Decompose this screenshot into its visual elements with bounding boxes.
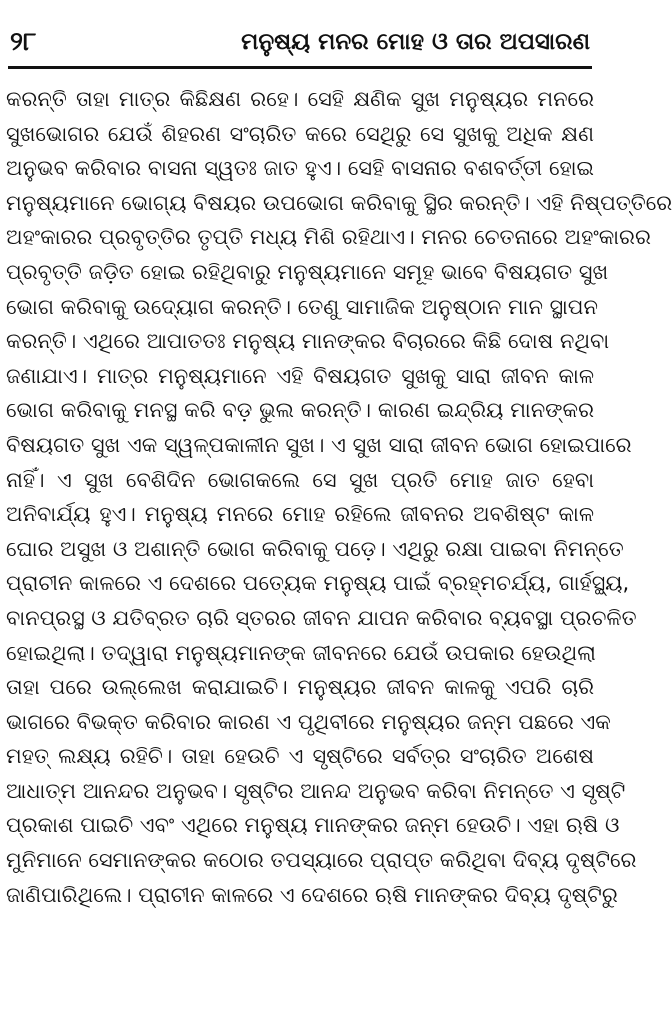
text-line: ପ୍ରାଚୀନ କାଳରେ ଏ ଦେଶରେ ପତ୍ୟେକ ମନୁଷ୍ୟ ପାଇଁ ବ୍ରହ୍ମଚର୍ଯ୍ୟ, ଗାର୍ହସ୍ଥ୍ୟ, [6,571,630,596]
body-text [6,82,672,912]
text-line: ମନୁଷ୍ୟମାନେ ଭୋଗ୍ୟ ବିଷୟର ଉପଭୋଗ କରିବାକୁ ସ୍ଥିର କରନ୍ତି। ଏହି ନିଷ୍ପତ୍ତିରେ [6,190,672,215]
text-line: ଅହଂକାରର ପ୍ରବୃତ୍ତିର ତୃପ୍ତି ମଧ୍ୟ ମିଶି ରହିଥାଏ। ମନର ଚେତନାରେ ଅହଂକାରର [6,225,651,250]
text-line: ତାହା ପରେ ଉଲ୍ଲେଖ କରାଯାଇଚି। ମନୁଷ୍ୟର ଜୀବନ କାଳକୁ ଏପରି ଚାରି [6,675,594,700]
text-line: ବାନପ୍ରସ୍ଥ ଓ ଯତିବ୍ରତ ଚାରି ସ୍ତରର ଜୀବନ ଯାପନ କରିବାର ବ୍ୟବସ୍ଥା ପ୍ରଚଳିତ [6,605,637,630]
text-line: ହୋଇଥିଲା। ତଦ୍ୱାରା ମନୁଷ୍ୟମାନଙ୍କ ଜୀବନରେ ଯେଉଁ ଉପକାର ହେଉଥିଲା [6,640,596,665]
text-line: ଜାଣିପାରିଥିଲେ। ପ୍ରାଚୀନ କାଳରେ ଏ ଦେଶରେ ଋଷି ମାନଙ୍କର ଦିବ୍ୟ ଦୃଷ୍ଟିରୁ [6,882,618,907]
text-line: ମୁନିମାନେ ସେମାନଙ୍କର କଠୋର ତପସ୍ୟାରେ ପ୍ରାପ୍ତ କରିଥିବା ଦିବ୍ୟ ଦୃଷ୍ଟିରେ [6,848,637,873]
page-header [10,18,590,62]
text-line: ପ୍ରକାଶ ପାଇଚି ଏବଂ ଏଥିରେ ମନୁଷ୍ୟ ମାନଙ୍କର ଜନ୍ମ ହେଉଚି। ଏହା ଋଷି ଓ [6,813,620,838]
text-line: ମହତ୍ ଲକ୍ଷ୍ୟ ରହିଚି। ତାହା ହେଉଚି ଏ ସୃଷ୍ଟିରେ ସର୍ବତ୍ର ସଂଚାରିତ ଅଶେଷ [6,744,594,769]
page-number: ୨୮ [10,27,37,57]
text-line: ବିଷୟଗତ ସୁଖ ଏକ ସ୍ୱଳ୍ପକାଳୀନ ସୁଖ। ଏ ସୁଖ ସାରା ଜୀବନ ଭୋଗ ହୋଇପାରେ [6,432,632,457]
text-line: ଅନିବାର୍ଯ୍ୟ ହୁଏ। ମନୁଷ୍ୟ ମନରେ ମୋହ ରହିଲେ ଜୀବନର ଅବଶିଷ୍ଟ କାଳ [6,502,594,527]
text-line: ଭୋଗ କରିବାକୁ ଉଦ୍ୟୋଗ କରନ୍ତି। ତେଣୁ ସାମାଜିକ ଅନୁଷ୍ଠାନ ମାନ ସ୍ଥାପନ [6,294,598,319]
text-line: ଭୋଗ କରିବାକୁ ମନସ୍ଥ କରି ବଡ଼ ଭୁଲ କରନ୍ତି। କାରଣ ଇନ୍ଦ୍ରିୟ ମାନଙ୍କର [6,398,594,423]
text-line: ଜଣାଯାଏ। ମାତ୍ର ମନୁଷ୍ୟମାନେ ଏହି ବିଷୟଗତ ସୁଖକୁ ସାରା ଜୀବନ କାଳ [6,363,594,388]
text-line: କରନ୍ତି। ଏଥିରେ ଆପାତତଃ ମନୁଷ୍ୟ ମାନଙ୍କର ବିଚାରରେ କିଛି ଦୋଷ ନଥିବା [6,329,610,354]
text-line: ଅନୁଭବ କରିବାର ବାସନା ସ୍ୱତଃ ଜାତ ହୁଏ। ସେହି ବାସନାର ବଶବର୍ତ୍ତୀ ହୋଇ [6,156,594,181]
running-title: ମନୁଷ୍ୟ ମନର ମୋହ ଓ ତାର ଅପସାରଣ [241,29,590,55]
text-line: ନାହିଁ। ଏ ସୁଖ ବେଶିଦିନ ଭୋଗକଲେ ସେ ସୁଖ ପ୍ରତି ମୋହ ଜାତ ହେବା [6,467,594,492]
header-rule [8,66,592,69]
text-line: ଭାଗରେ ବିଭକ୍ତ କରିବାର କାରଣ ଏ ପୃଥିବୀରେ ମନୁଷ୍ୟର ଜନ୍ମ ପଛରେ ଏକ [6,709,611,734]
text-line: ପ୍ରବୃତ୍ତି ଜଡ଼ିତ ହୋଇ ରହିଥିବାରୁ ମନୁଷ୍ୟମାନେ ସମୂହ ଭାବେ ବିଷୟଗତ ସୁଖ [6,259,609,284]
text-line: ସୁଖଭୋଗର ଯେଉଁ ଶିହରଣ ସଂଚାରିତ କରେ ସେଥିରୁ ସେ ସୁଖକୁ ଅଧିକ କ୍ଷଣ [6,121,594,146]
text-line: ଘୋର ଅସୁଖ ଓ ଅଶାନ୍ତି ଭୋଗ କରିବାକୁ ପଡ଼େ। ଏଥିରୁ ରକ୍ଷା ପାଇବା ନିମନ୍ତେ [6,536,624,561]
text-line: ଆଧାତ୍ମ ଆନନ୍ଦର ଅନୁଭବ। ସୃଷ୍ଟିର ଆନନ୍ଦ ଅନୁଭବ କରିବା ନିମନ୍ତେ ଏ ସୃଷ୍ଟି [6,778,626,803]
text-line: କରନ୍ତି ତାହା ମାତ୍ର କିଛିକ୍ଷଣ ରହେ। ସେହି କ୍ଷଣିକ ସୁଖ ମନୁଷ୍ୟର ମନରେ [6,87,594,111]
